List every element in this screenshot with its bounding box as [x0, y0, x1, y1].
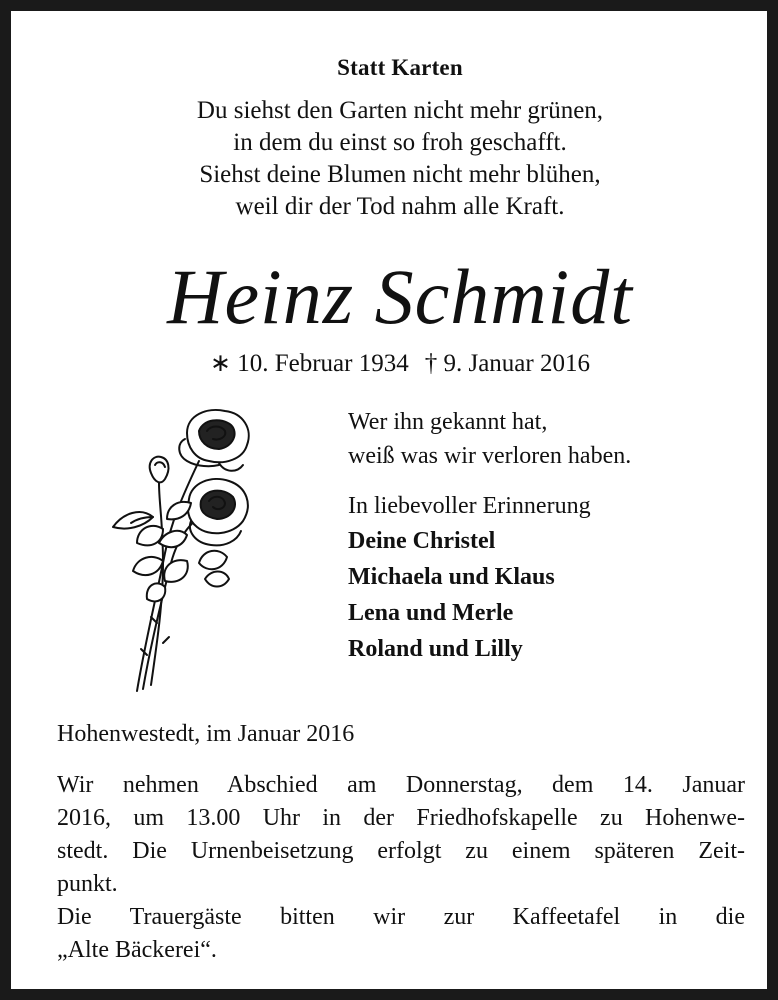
mourner-name: Deine Christel	[348, 528, 496, 554]
poem	[22, 95, 778, 223]
heading: Statt Karten	[337, 55, 463, 80]
notice-line: „Alte Bäckerei“.	[57, 937, 217, 963]
death-date: † 9. Januar 2016	[424, 350, 590, 377]
mourner-name: Michaela und Klaus	[348, 564, 555, 590]
notice-line: Wir nehmen Abschied am Donnerstag, dem 14. Januar	[57, 772, 745, 798]
deceased-name: Heinz Schmidt	[167, 253, 633, 340]
life-dates	[22, 347, 778, 381]
poem-line: Du siehst den Garten nicht mehr grünen,	[196, 97, 604, 124]
poem-line: Siehst deine Blumen nicht mehr blühen,	[199, 161, 601, 188]
notice-line: Die Trauergäste bitten wir zur Kaffeetafel in die	[57, 904, 745, 930]
funeral-notice	[57, 769, 745, 967]
quote-line: weiß was wir verloren haben.	[348, 443, 632, 469]
notice-line: stedt. Die Urnenbeisetzung erfolgt zu einem späteren Zeit-	[57, 838, 745, 864]
rose-icon	[107, 403, 257, 695]
mourner-name: Roland und Lilly	[348, 636, 523, 662]
poem-line: weil dir der Tod nahm alle Kraft.	[235, 193, 565, 220]
poem-line: in dem du einst so froh geschafft.	[233, 129, 567, 156]
mourner-name: Lena und Merle	[348, 600, 514, 626]
place-date: Hohenwestedt, im Januar 2016	[57, 721, 355, 747]
mourners-block	[348, 405, 748, 667]
quote-line: Wer ihn gekannt hat,	[348, 409, 548, 435]
birth-date: ∗ 10. Februar 1934	[210, 350, 409, 377]
notice-line: 2016, um 13.00 Uhr in der Friedhofskapelle zu Hohenwe-	[57, 805, 745, 831]
notice-line: punkt.	[57, 871, 118, 897]
remembrance-line: In liebevoller Erinnerung	[348, 493, 591, 519]
